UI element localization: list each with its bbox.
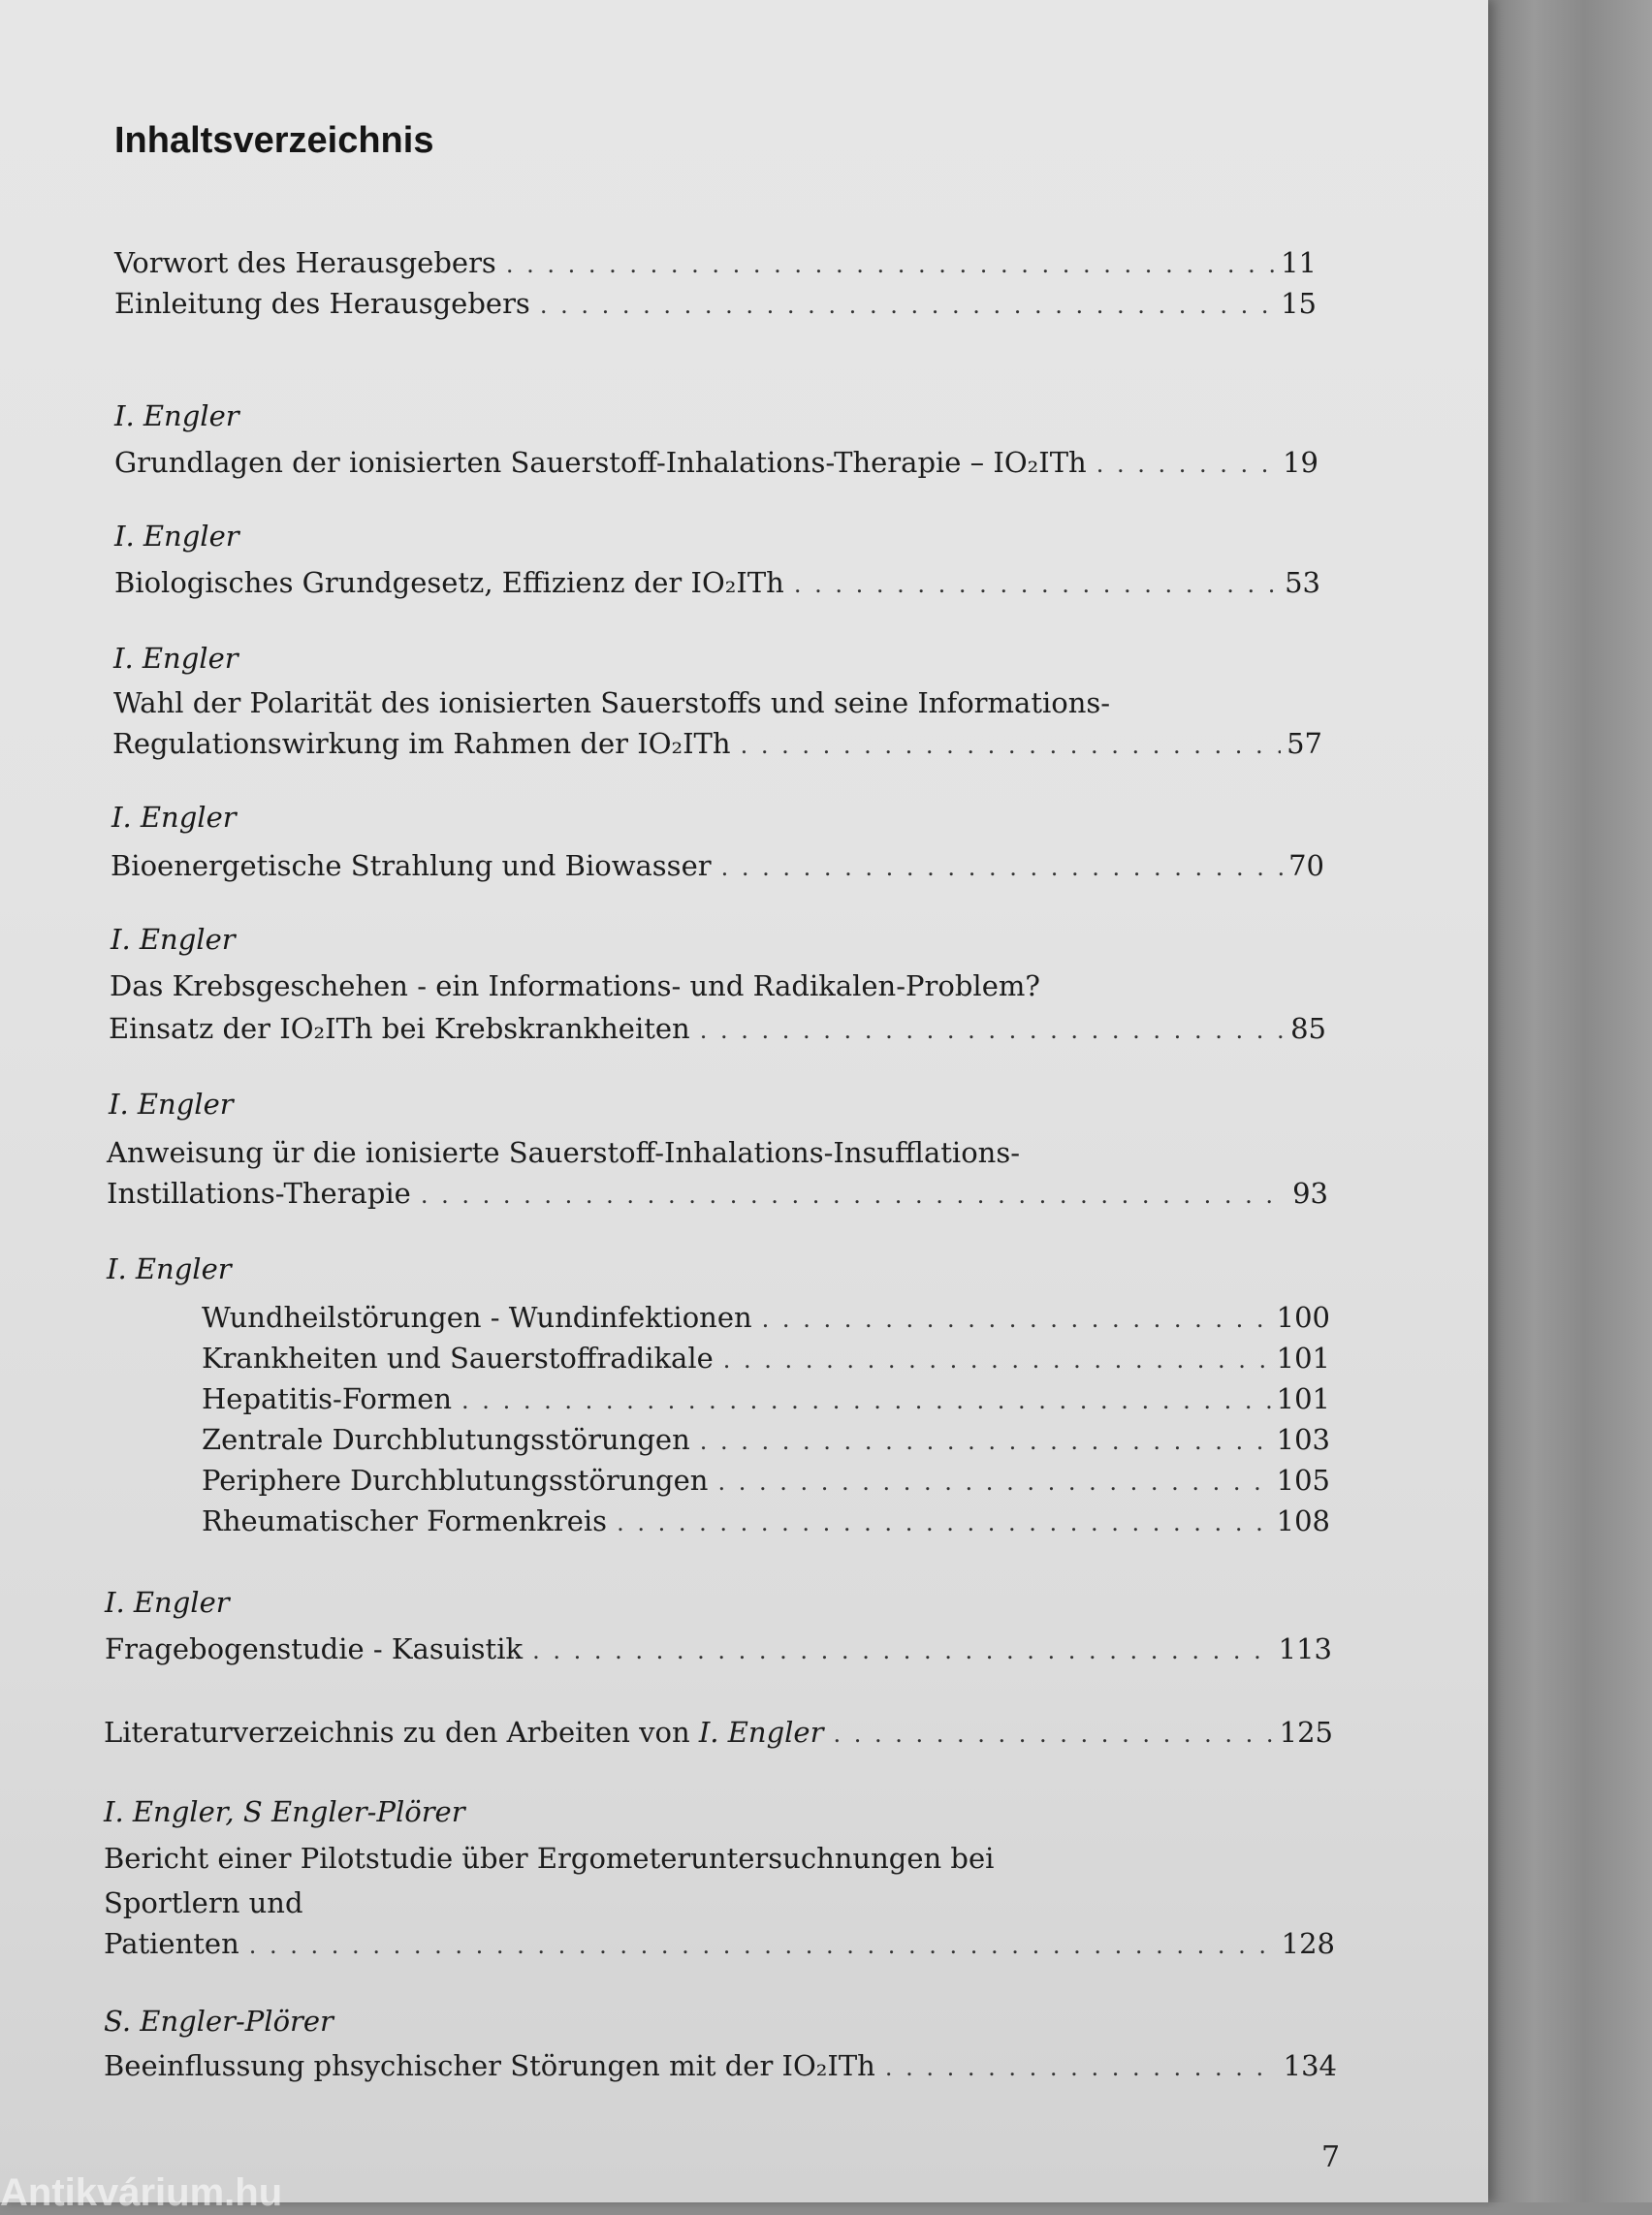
- toc-entry-page: 101: [1276, 1342, 1330, 1375]
- toc-entry-title: Regulationswirkung im Rahmen der IO₂ITh: [112, 727, 731, 760]
- entry-author: I. Engler: [111, 801, 237, 834]
- toc-entry-title: Fragebogenstudie - Kasuistik: [105, 1632, 524, 1665]
- toc-entry-title: Einsatz der IO₂ITh bei Krebskrankheiten: [109, 1012, 690, 1045]
- dot-leader: [885, 2054, 1278, 2081]
- toc-entry-vorwort: [114, 246, 1317, 289]
- toc-subentry-periphere: [202, 1464, 1330, 1506]
- toc-entry-einleitung: [114, 287, 1317, 330]
- dot-leader: [421, 1182, 1287, 1209]
- toc-entry-fragebogenstudie: [105, 1632, 1332, 1675]
- toc-entry-title: Grundlagen der ionisierten Sauerstoff-Inhalations-Therapie – IO₂ITh: [114, 446, 1087, 479]
- toc-entry-biologisches-grundgesetz: [114, 566, 1320, 609]
- watermark: Antikvárium.hu: [0, 2171, 283, 2214]
- dot-leader: [762, 1306, 1271, 1333]
- entry-author: I. Engler: [105, 1586, 230, 1619]
- dot-leader: [249, 1932, 1276, 1959]
- toc-entry-title-author: I. Engler: [698, 1716, 824, 1749]
- toc-entry-grundlagen: [114, 446, 1318, 489]
- toc-entry-krebsgeschehen: [109, 1012, 1326, 1055]
- toc-entry-title: Biologisches Grundgesetz, Effizienz der IO₂ITh: [114, 566, 784, 599]
- entry-author: S. Engler-Plörer: [104, 2005, 334, 2038]
- toc-entry-page: 53: [1285, 566, 1320, 599]
- toc-entry-page: 103: [1276, 1423, 1330, 1456]
- toc-subentry-zentrale: [202, 1423, 1330, 1466]
- dot-leader: [506, 251, 1275, 278]
- toc-entry-page: 11: [1281, 246, 1317, 279]
- toc-entry-title: Vorwort des Herausgebers: [114, 246, 496, 279]
- toc-entry-page: 70: [1288, 849, 1324, 882]
- dot-leader: [723, 1346, 1271, 1374]
- toc-entry-title: Einleitung des Herausgebers: [114, 287, 530, 320]
- toc-entry-title: Bioenergetische Strahlung und Biowasser: [111, 849, 712, 882]
- toc-entry-page: 108: [1276, 1504, 1330, 1537]
- entry-author: I. Engler: [107, 1252, 232, 1285]
- dot-leader: [833, 1721, 1273, 1748]
- toc-entry-title-line1: Bericht einer Pilotstudie über Ergometeruntersuchnungen bei: [104, 1842, 995, 1875]
- dot-leader: [540, 292, 1275, 319]
- dot-leader: [1096, 451, 1277, 478]
- toc-entry-title-text: Literaturverzeichnis zu den Arbeiten von: [104, 1716, 690, 1749]
- toc-entry-title-line2: Sportlern und: [104, 1886, 303, 1919]
- toc-entry-literaturverzeichnis: [104, 1716, 1333, 1758]
- entry-author: I. Engler: [114, 520, 239, 553]
- dot-leader: [461, 1387, 1271, 1414]
- entry-author: I. Engler, S Engler-Plörer: [104, 1795, 465, 1828]
- toc-entry-wahl-der-polaritaet: [112, 727, 1322, 770]
- entry-author: I. Engler: [114, 399, 239, 432]
- toc-entry-page: 105: [1276, 1464, 1330, 1497]
- toc-entry-title: Patienten: [104, 1927, 239, 1960]
- dot-leader: [700, 1017, 1285, 1044]
- toc-entry-title: Hepatitis-Formen: [202, 1382, 453, 1415]
- entry-author: I. Engler: [111, 923, 236, 956]
- toc-entry-title: Krankheiten und Sauerstoffradikale: [202, 1342, 714, 1375]
- toc-entry-beeinflussung: [104, 2049, 1337, 2092]
- toc-entry-page: 125: [1279, 1716, 1333, 1749]
- toc-entry-title: Rheumatischer Formenkreis: [202, 1504, 608, 1537]
- toc-subentry-krankheiten: [202, 1342, 1330, 1384]
- toc-entry-page: 19: [1283, 446, 1318, 479]
- toc-entry-title: Instillations-Therapie: [107, 1177, 411, 1210]
- entry-author: I. Engler: [109, 1088, 234, 1121]
- page-title: Inhaltsverzeichnis: [114, 120, 434, 161]
- toc-entry-title-line1: Anweisung ür die ionisierte Sauerstoff-Inhalations-Insufflations-: [107, 1136, 1021, 1169]
- page-number: 7: [1321, 2140, 1341, 2174]
- toc-subentry-rheumatischer: [202, 1504, 1330, 1547]
- toc-entry-page: 57: [1287, 727, 1322, 760]
- toc-entry-page: 128: [1281, 1927, 1335, 1960]
- toc-entry-title-line1: Das Krebsgeschehen - ein Informations- und Radikalen-Problem?: [110, 969, 1040, 1002]
- toc-subentry-wundheilstoerungen: [202, 1301, 1330, 1344]
- toc-subentry-hepatitis: [202, 1382, 1330, 1425]
- toc-entry-bioenergetische-strahlung: [111, 849, 1324, 892]
- dot-leader: [721, 854, 1284, 881]
- toc-entry-title: Zentrale Durchblutungsstörungen: [202, 1423, 690, 1456]
- dot-leader: [700, 1428, 1271, 1455]
- toc-entry-anweisung: [107, 1177, 1328, 1219]
- toc-entry-title-line1: Wahl der Polarität des ionisierten Sauerstoffs und seine Informations-: [113, 686, 1111, 719]
- toc-entry-title: Beeinflussung phsychischer Störungen mit der IO₂ITh: [104, 2049, 875, 2082]
- toc-entry-title: Wundheilstörungen - Wundinfektionen: [202, 1301, 752, 1334]
- toc-entry-page: 93: [1292, 1177, 1328, 1210]
- toc-entry-pilotstudie: [104, 1927, 1335, 1970]
- entry-author: I. Engler: [113, 642, 238, 675]
- background-surface: [1483, 0, 1652, 2202]
- toc-entry-page: 113: [1278, 1632, 1332, 1665]
- toc-entry-page: 101: [1276, 1382, 1330, 1415]
- dot-leader: [617, 1509, 1271, 1536]
- dot-leader: [532, 1637, 1273, 1664]
- toc-entry-page: 15: [1281, 287, 1317, 320]
- dot-leader: [741, 732, 1282, 759]
- toc-entry-page: 85: [1290, 1012, 1326, 1045]
- toc-entry-title: Periphere Durchblutungsstörungen: [202, 1464, 709, 1497]
- toc-entry-title: [104, 1716, 823, 1749]
- toc-entry-page: 134: [1283, 2049, 1337, 2082]
- dot-leader: [794, 571, 1279, 598]
- dot-leader: [717, 1469, 1270, 1496]
- toc-entry-page: 100: [1276, 1301, 1330, 1334]
